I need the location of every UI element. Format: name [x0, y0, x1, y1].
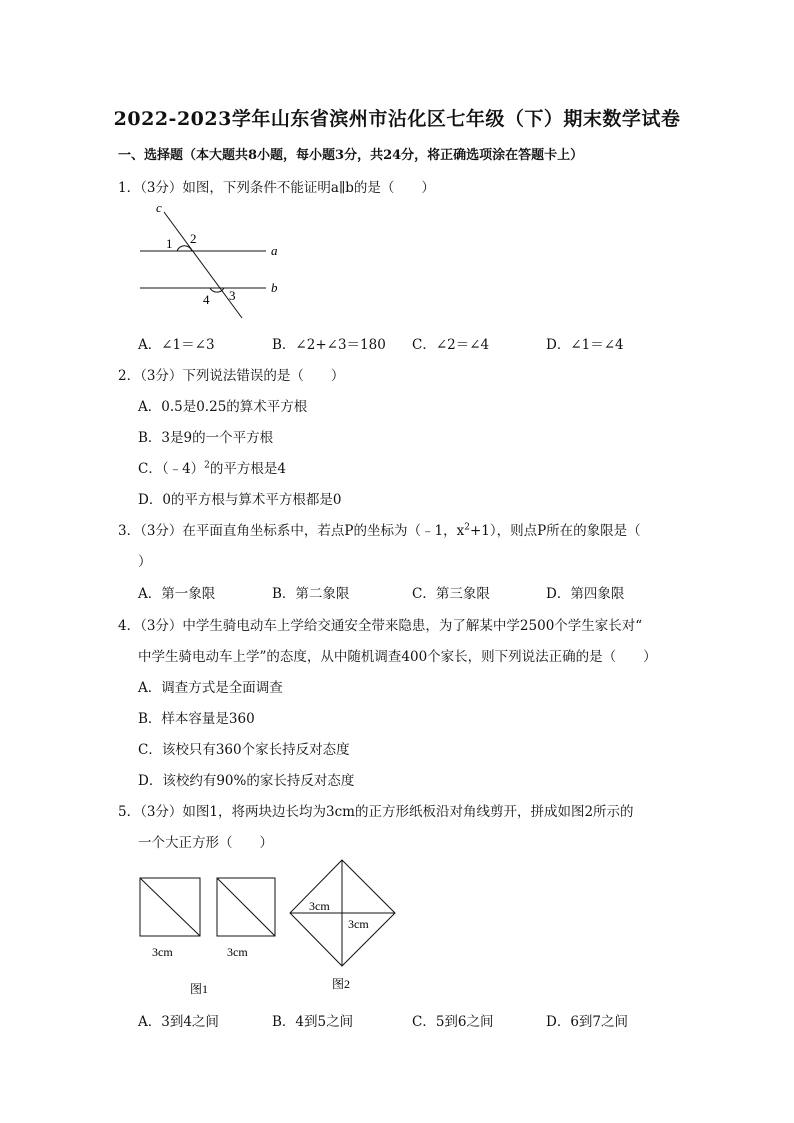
- square-2-side-label: 3cm: [227, 945, 248, 959]
- q3-option-a: A．第一象限: [138, 586, 216, 602]
- label-1: 1: [166, 236, 173, 251]
- question-3-stem: [118, 519, 641, 539]
- q3-option-d: D．第四象限: [546, 586, 625, 602]
- square-1-side-label: 3cm: [152, 945, 173, 959]
- question-5-figure: [130, 856, 410, 1004]
- q4-option-c: C．该校只有360个家长持反对态度: [138, 742, 350, 758]
- square-1-diagonal: [140, 878, 200, 936]
- question-2-stem: 2．（3分）下列说法错误的是（ ）: [118, 368, 345, 384]
- q3-stem-pre: 3．（3分）在平面直角坐标系中，若点P的坐标为（﹣1，x: [118, 523, 465, 539]
- label-4: 4: [203, 292, 210, 307]
- q1-option-a: A．∠1＝∠3: [138, 337, 215, 353]
- figure-1-caption: 图1: [190, 982, 209, 996]
- figure-2-caption: 图2: [332, 977, 351, 991]
- q1-option-c: C．∠2＝∠4: [412, 337, 490, 353]
- question-1-stem: 1．（3分）如图，下列条件不能证明a∥b的是（ ）: [118, 180, 435, 196]
- q5-option-c: C．5到6之间: [412, 1014, 494, 1030]
- q2-option-c-tail: 的平方根是4: [209, 461, 286, 477]
- q5-option-b: B．4到5之间: [272, 1014, 354, 1030]
- square-2-diagonal: [217, 878, 275, 936]
- page-title: 2022-2023学年山东省滨州市沾化区七年级（下）期末数学试卷: [113, 108, 681, 130]
- q2-option-d: D．0的平方根与算术平方根都是0: [138, 492, 342, 508]
- q5-option-a: A．3到4之间: [138, 1014, 219, 1030]
- q3-stem-sup: 2: [464, 522, 470, 533]
- label-2: 2: [190, 231, 197, 246]
- question-5-stem-line1: 5．（3分）如图1，将两块边长均为3cm的正方形纸板沿对角线剪开，拼成如图2所示的: [118, 804, 634, 820]
- q3-option-b: B．第二象限: [272, 586, 350, 602]
- question-4-stem-line2: 中学生骑电动车上学”的态度，从中随机调查400个家长，则下列说法正确的是（ ）: [138, 649, 657, 665]
- question-1-figure: [130, 198, 290, 320]
- q4-option-a: A．调查方式是全面调查: [138, 680, 283, 696]
- figure-2-label-a: 3cm: [309, 899, 330, 913]
- question-4-stem-line1: 4．（3分）中学生骑电动车上学给交通安全带来隐患，为了解某中学2500个学生家长对“: [118, 618, 643, 634]
- section-heading: 一、选择题（本大题共8小题，每小题3分，共24分，将正确选项涂在答题卡上）: [118, 148, 584, 163]
- q2-option-b: B．3是9的一个平方根: [138, 430, 274, 446]
- q5-option-d: D．6到7之间: [546, 1014, 629, 1030]
- q2-option-a: A．0.5是0.25的算术平方根: [138, 399, 308, 415]
- q3-stem-post: +1），则点P所在的象限是（: [469, 523, 641, 539]
- label-a: a: [271, 243, 278, 258]
- question-5-stem-line2: 一个大正方形（ ）: [138, 835, 273, 851]
- label-c: c: [156, 200, 162, 215]
- q3-option-c: C．第三象限: [412, 586, 490, 602]
- q2-option-c-sup: 2: [204, 460, 210, 471]
- label-b: b: [271, 280, 278, 295]
- question-3-stem-line2: ）: [138, 554, 152, 570]
- q1-option-b: B．∠2+∠3＝180: [272, 337, 386, 353]
- q2-option-c-head: C．（﹣4）: [138, 461, 205, 477]
- figure-2-label-b: 3cm: [348, 917, 369, 931]
- q2-option-c: [138, 457, 286, 477]
- q4-option-d: D．该校约有90%的家长持反对态度: [138, 773, 355, 789]
- q1-option-d: D．∠1＝∠4: [546, 337, 624, 353]
- q4-option-b: B．样本容量是360: [138, 711, 255, 727]
- label-3: 3: [229, 288, 236, 303]
